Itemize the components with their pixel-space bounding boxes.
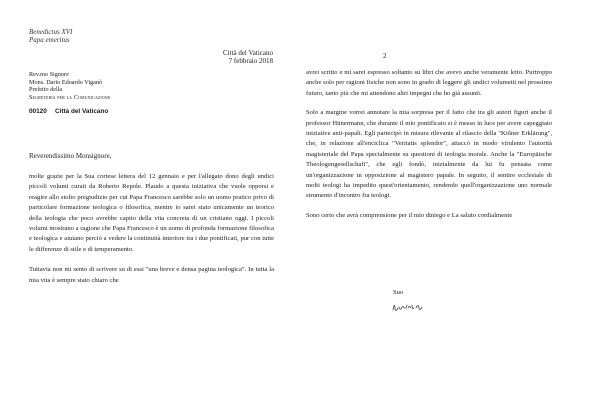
letterhead-title: Papa emeritus	[29, 36, 70, 44]
salutation: Reverendissimo Monsignore,	[29, 152, 112, 160]
body-left	[29, 172, 274, 286]
addressee-postal-code: 00120	[29, 108, 47, 115]
addressee-line1: Rev.mo Signore	[29, 71, 69, 78]
addressee-city: Città del Vaticano	[55, 108, 109, 115]
body-right-paragraph-1: avrei scritto e mi sarei espresso soltanto su libri che avevo anche veramente letto. Purtroppo anche solo per ragioni fisiche non sono in grado di leggere gli undici volumetti nel prossimo futuro, tanto più che mi attendono altri impegni che ho già assunti.	[306, 69, 552, 97]
closing: Suo	[393, 289, 404, 296]
addressee-line4: Segreteria per la Comunicazione	[29, 93, 111, 101]
signature	[392, 301, 426, 313]
body-left-paragraph-1: molte grazie per la Sua cortese lettera del 12 gennaio e per l'allegato dono degli undici piccoli volumi curati da Roberto Repole. Plaudo a questa iniziativa che vuole opporsi e reagire allo stolto pregiudizio per cui Papa Francesco sarebbe solo un uomo pratico privo di particolare formazione teologica o filosofica, mentre io sarei stato unicamente un teorico della teologia che poco avrebbe capito della vita concreta di un cristiano oggi. I piccoli volumi mostrano a ragione che Papa Francesco è un uomo di profonda formazione filosofica e teologica e aiutano perciò a vedere la continuità interiore tra i due pontificati, pur con tutte le differenze di stile e di temperamento.	[29, 173, 274, 253]
addressee-line3: Prefetto della	[29, 86, 63, 93]
letterhead-name: Benedictus XVI	[29, 28, 73, 36]
body-right	[306, 68, 552, 221]
body-left-paragraph-2: Tuttavia non mi sento di scrivere su di essi "una breve e densa pagina teologica". In tutta la mia vita è sempre stato chiaro che	[29, 266, 274, 284]
place-date: 7 febbraio 2018	[228, 57, 273, 65]
body-right-paragraph-3: Sono certo che avrà comprensione per il mio diniego e La saluto cordialmente	[306, 211, 513, 219]
body-right-paragraph-2: Solo a margine vorrei annotare la mia sorpresa per il fatto che tra gli autori figuri anche il professor Hünermann, che durante il mio pontificato si è messo in luce per avere capeggiato iniziative anti-papali. Egli partecipò in misura rilevante al rilascio della "Kölner Erklärung", che, in relazione all'enciclica "Veritatis splendor", attaccò in modo virulento l'autorità magisteriale del Papa specialmente su questioni di teologia morale. Anche la "Europäische Theologengesellschaft", che egli fondò, inizialmente da lui fu pensata come un'organizzazione in opposizione al magistero papale. In seguito, il sentire ecclesiale di molti teologi ha impedito quest'orientamento, rendendo quell'organizzazione uno normale strumento d'incontro fra teologi.	[306, 109, 552, 200]
letter-page-2	[300, 0, 600, 400]
addressee-line2: Mons. Dario Edoardo Viganò	[29, 78, 103, 86]
place-city: Città del Vaticano	[222, 49, 273, 57]
page-number: 2	[383, 52, 387, 60]
